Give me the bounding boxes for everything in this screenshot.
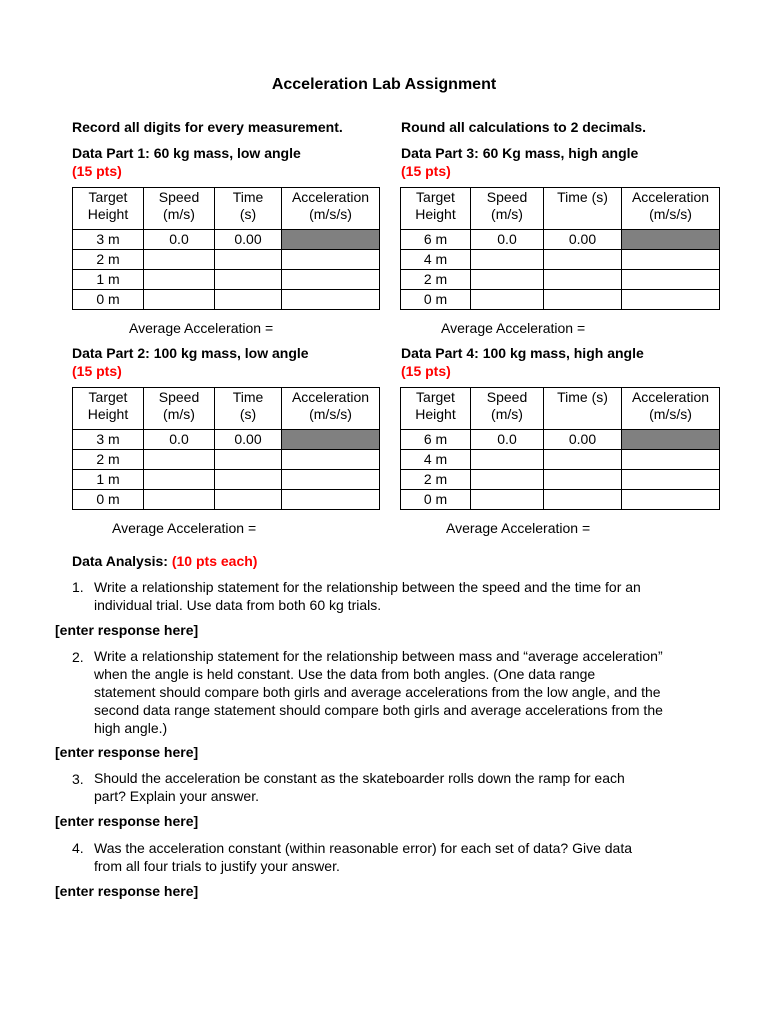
table-row (401, 290, 720, 310)
part1-points: (15 pts) (72, 163, 122, 179)
acceleration-cell[interactable] (622, 450, 720, 470)
header-speed: Speed (m/s) (471, 188, 544, 230)
height-cell: 4 m (401, 250, 471, 270)
table-row (401, 470, 720, 490)
speed-cell[interactable] (144, 470, 215, 490)
time-cell[interactable] (215, 270, 282, 290)
speed-cell[interactable] (471, 290, 544, 310)
table-row (401, 250, 720, 270)
question-line: high angle.) (94, 720, 168, 736)
header-time: Time (s) (215, 188, 282, 230)
acceleration-cell-shaded (282, 430, 380, 450)
speed-cell[interactable] (471, 450, 544, 470)
table-row (73, 270, 380, 290)
part2-average-label: Average Acceleration = (112, 520, 257, 536)
table-row (401, 430, 720, 450)
response-field-4[interactable]: [enter response here] (55, 883, 199, 899)
part2-heading: Data Part 2: 100 kg mass, low angle (72, 345, 309, 361)
acceleration-cell[interactable] (282, 490, 380, 510)
instruction-round: Round all calculations to 2 decimals. (401, 119, 647, 135)
time-cell[interactable] (215, 470, 282, 490)
header-time: Time (s) (215, 388, 282, 430)
height-cell: 2 m (401, 270, 471, 290)
question-line: Write a relationship statement for the relationship between mass and “average acceleration” (94, 648, 663, 664)
acceleration-cell[interactable] (282, 250, 380, 270)
part3-points: (15 pts) (401, 163, 451, 179)
height-cell: 2 m (401, 470, 471, 490)
acceleration-cell-shaded (282, 230, 380, 250)
part3-average-label: Average Acceleration = (441, 320, 586, 336)
question-line: second data range statement should compare both girls and average accelerations from the (94, 702, 663, 718)
height-cell: 4 m (401, 450, 471, 470)
part1-average-label: Average Acceleration = (129, 320, 274, 336)
part2-points: (15 pts) (72, 363, 122, 379)
header-target-height: Target Height (73, 388, 144, 430)
height-cell: 3 m (73, 230, 144, 250)
header-time: Time (s) (544, 388, 622, 430)
time-cell[interactable]: 0.00 (215, 430, 282, 450)
question-1 (94, 578, 734, 614)
speed-cell[interactable] (471, 250, 544, 270)
speed-cell[interactable] (144, 450, 215, 470)
height-cell: 0 m (401, 290, 471, 310)
table-row (401, 230, 720, 250)
height-cell: 1 m (73, 470, 144, 490)
table-row (73, 490, 380, 510)
speed-cell[interactable] (471, 270, 544, 290)
question-3-number: 3. (72, 771, 84, 787)
speed-cell[interactable] (144, 270, 215, 290)
table-row (401, 490, 720, 510)
header-speed: Speed (m/s) (144, 388, 215, 430)
acceleration-cell[interactable] (622, 490, 720, 510)
height-cell: 0 m (401, 490, 471, 510)
question-line: Should the acceleration be constant as the skateboarder rolls down the ramp for each (94, 770, 625, 786)
speed-cell[interactable] (144, 490, 215, 510)
part1-table (72, 187, 380, 310)
table-row (73, 430, 380, 450)
height-cell: 2 m (73, 450, 144, 470)
part3-table (400, 187, 720, 310)
question-2 (94, 647, 744, 737)
time-cell[interactable]: 0.00 (215, 230, 282, 250)
speed-cell[interactable] (144, 250, 215, 270)
header-acceleration: Acceleration (m/s/s) (622, 188, 720, 230)
table-row (401, 270, 720, 290)
time-cell[interactable] (544, 490, 622, 510)
part4-heading: Data Part 4: 100 kg mass, high angle (401, 345, 644, 361)
table-row (401, 450, 720, 470)
table-row (73, 470, 380, 490)
time-cell[interactable]: 0.00 (544, 230, 622, 250)
analysis-heading (72, 553, 257, 569)
height-cell: 6 m (401, 230, 471, 250)
time-cell[interactable] (544, 270, 622, 290)
response-field-3[interactable]: [enter response here] (55, 813, 199, 829)
acceleration-cell[interactable] (622, 250, 720, 270)
table-row (73, 250, 380, 270)
height-cell: 1 m (73, 270, 144, 290)
header-target-height: Target Height (73, 188, 144, 230)
question-line: individual trial. Use data from both 60 kg trials. (94, 597, 382, 613)
speed-cell[interactable]: 0.0 (471, 430, 544, 450)
header-speed: Speed (m/s) (144, 188, 215, 230)
response-field-2[interactable]: [enter response here] (55, 744, 199, 760)
question-line: part? Explain your answer. (94, 788, 259, 804)
acceleration-cell-shaded (622, 230, 720, 250)
header-acceleration: Acceleration (m/s/s) (622, 388, 720, 430)
acceleration-cell[interactable] (622, 470, 720, 490)
speed-cell[interactable]: 0.0 (144, 430, 215, 450)
analysis-points: (10 pts each) (171, 553, 258, 569)
question-4-number: 4. (72, 840, 84, 856)
height-cell: 0 m (73, 290, 144, 310)
response-field-1[interactable]: [enter response here] (55, 622, 199, 638)
question-2-number: 2. (72, 649, 84, 665)
table-row (73, 450, 380, 470)
table-row (73, 230, 380, 250)
speed-cell[interactable]: 0.0 (144, 230, 215, 250)
question-line: statement should compare both girls and average accelerations from the low angle, and the (94, 684, 661, 700)
part3-heading: Data Part 3: 60 Kg mass, high angle (401, 145, 639, 161)
table-row (73, 290, 380, 310)
header-target-height: Target Height (401, 188, 471, 230)
question-4 (94, 839, 734, 875)
page-title: Acceleration Lab Assignment (271, 76, 497, 93)
question-line: from all four trials to justify your answer. (94, 858, 340, 874)
header-acceleration: Acceleration (m/s/s) (282, 388, 380, 430)
part4-table (400, 387, 720, 510)
part4-points: (15 pts) (401, 363, 451, 379)
acceleration-cell[interactable] (282, 290, 380, 310)
header-acceleration: Acceleration (m/s/s) (282, 188, 380, 230)
acceleration-cell[interactable] (282, 470, 380, 490)
time-cell[interactable] (544, 470, 622, 490)
question-1-number: 1. (72, 579, 84, 595)
time-cell[interactable]: 0.00 (544, 430, 622, 450)
question-line: when the angle is held constant. Use the data from both angles. (One data range (94, 666, 596, 682)
instruction-record: Record all digits for every measurement. (72, 119, 343, 135)
height-cell: 2 m (73, 250, 144, 270)
part1-heading: Data Part 1: 60 kg mass, low angle (72, 145, 301, 161)
time-cell[interactable] (215, 490, 282, 510)
part4-average-label: Average Acceleration = (446, 520, 591, 536)
header-target-height: Target Height (401, 388, 471, 430)
part2-table (72, 387, 380, 510)
time-cell[interactable] (215, 290, 282, 310)
acceleration-cell[interactable] (282, 270, 380, 290)
time-cell[interactable] (544, 450, 622, 470)
question-3 (94, 769, 734, 805)
question-line: Was the acceleration constant (within reasonable error) for each set of data? Give data (94, 840, 632, 856)
height-cell: 0 m (73, 490, 144, 510)
height-cell: 3 m (73, 430, 144, 450)
time-cell[interactable] (215, 450, 282, 470)
analysis-heading-text: Data Analysis: (72, 553, 168, 569)
time-cell[interactable] (215, 250, 282, 270)
speed-cell[interactable] (471, 490, 544, 510)
speed-cell[interactable] (144, 290, 215, 310)
time-cell[interactable] (544, 290, 622, 310)
acceleration-cell[interactable] (282, 450, 380, 470)
acceleration-cell-shaded (622, 430, 720, 450)
speed-cell[interactable]: 0.0 (471, 230, 544, 250)
time-cell[interactable] (544, 250, 622, 270)
height-cell: 6 m (401, 430, 471, 450)
header-time: Time (s) (544, 188, 622, 230)
acceleration-cell[interactable] (622, 290, 720, 310)
speed-cell[interactable] (471, 470, 544, 490)
header-speed: Speed (m/s) (471, 388, 544, 430)
question-line: Write a relationship statement for the relationship between the speed and the time for an (94, 579, 641, 595)
acceleration-cell[interactable] (622, 270, 720, 290)
